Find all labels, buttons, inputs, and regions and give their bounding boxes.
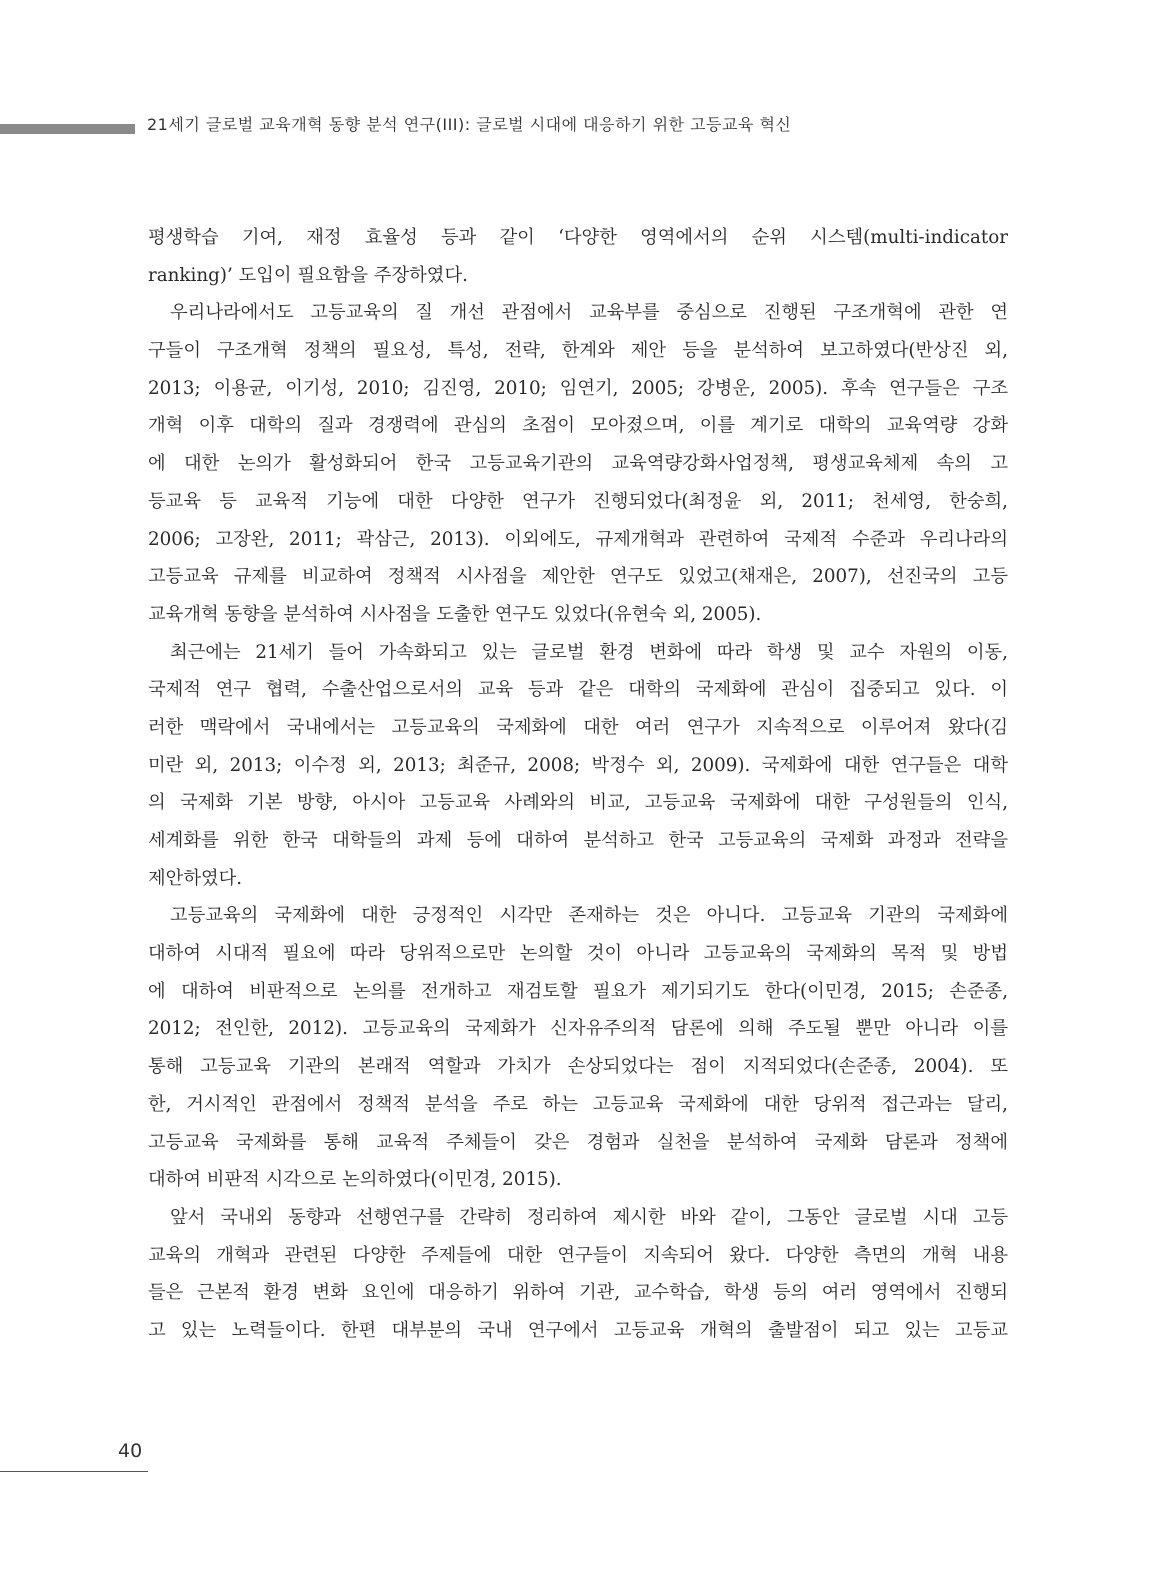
body-text xyxy=(148,219,1008,1350)
text-line: 국제적 연구 협력, 수출산업으로서의 교육 등과 같은 대학의 국제화에 관심이 집중되고 있다. 이 xyxy=(148,679,1008,701)
text-line: 교육의 개혁과 관련된 다양한 주제들에 대한 연구들이 지속되어 왔다. 다양한 측면의 개혁 내용 xyxy=(148,1244,1008,1266)
text-line: 우리나라에서도 고등교육의 질 개선 관점에서 교육부를 중심으로 진행된 구조개혁에 관한 연 xyxy=(170,302,1008,324)
text-line: 에 대한 논의가 활성화되어 한국 고등교육기관의 교육역량강화사업정책, 평생교육체제 속의 고 xyxy=(148,453,1008,475)
text-line: 대하여 시대적 필요에 따라 당위적으로만 논의할 것이 아니라 고등교육의 국제화의 목적 및 방법 xyxy=(148,943,1008,965)
text-line: 고 있는 노력들이다. 한편 대부분의 국내 연구에서 고등교육 개혁의 출발점이 되고 있는 고등교 xyxy=(148,1319,1008,1341)
text-line: 교육개혁 동향을 분석하여 시사점을 도출한 연구도 있었다(유현숙 외, 2005). xyxy=(148,603,762,625)
text-line: 제안하였다. xyxy=(148,867,243,889)
text-line: 들은 근본적 환경 변화 요인에 대응하기 위하여 기관, 교수학습, 학생 등의 여러 영역에서 진행되 xyxy=(148,1282,1008,1304)
text-line: 미란 외, 2013; 이수정 외, 2013; 최준규, 2008; 박정수 외, 2009). 국제화에 대한 연구들은 대학 xyxy=(148,754,1008,776)
text-line: 러한 맥락에서 국내에서는 고등교육의 국제화에 대한 여러 연구가 지속적으로 이루어져 왔다(김 xyxy=(148,716,1008,738)
text-line: 개혁 이후 대학의 질과 경쟁력에 관심의 초점이 모아졌으며, 이를 계기로 대학의 교육역량 강화 xyxy=(148,415,1008,437)
header-rule-bar xyxy=(0,124,135,134)
text-line: 대하여 비판적 시각으로 논의하였다(이민경, 2015). xyxy=(148,1169,562,1191)
text-line: 고등교육 국제화를 통해 교육적 주체들이 갖은 경험과 실천을 분석하여 국제화 담론과 정책에 xyxy=(148,1131,1008,1153)
text-line: 세계화를 위한 한국 대학들의 과제 등에 대하여 분석하고 한국 고등교육의 국제화 과정과 전략을 xyxy=(148,830,1008,851)
text-line: 에 대하여 비판적으로 논의를 전개하고 재검토할 필요가 제기되기도 한다(이민경, 2015; 손준종, xyxy=(148,980,1008,1002)
page-number: 40 xyxy=(118,1440,143,1462)
text-line: 2013; 이용균, 이기성, 2010; 김진영, 2010; 임연기, 2005; 강병운, 2005). 후속 연구들은 구조 xyxy=(148,377,1008,399)
text-line: 의 국제화 기본 방향, 아시아 고등교육 사례와의 비교, 고등교육 국제화에 대한 구성원들의 인식, xyxy=(148,792,1008,814)
text-line: 구들이 구조개혁 정책의 필요성, 특성, 전략, 한계와 제안 등을 분석하여 보고하였다(반상진 외, xyxy=(148,340,1008,362)
text-line: ranking)’ 도입이 필요함을 주장하였다. xyxy=(148,264,468,286)
text-line: 최근에는 21세기 들어 가속화되고 있는 글로벌 환경 변화에 따라 학생 및 교수 자원의 이동, xyxy=(170,641,1008,663)
running-header-title: 21세기 글로벌 교육개혁 동향 분석 연구(III): 글로벌 시대에 대응하기 위한 고등교육 혁신 xyxy=(147,115,792,134)
text-line: 평생학습 기여, 재정 효율성 등과 같이 ‘다양한 영역에서의 순위 시스템(multi-indicator xyxy=(148,227,1008,248)
text-line: 앞서 국내외 동향과 선행연구를 간략히 정리하여 제시한 바와 같이, 그동안 글로벌 시대 고등 xyxy=(170,1206,1008,1228)
text-line: 등교육 등 교육적 기능에 대한 다양한 연구가 진행되었다(최정윤 외, 2011; 천세영, 한숭희, xyxy=(148,490,1008,512)
text-line: 2006; 고장완, 2011; 곽삼근, 2013). 이외에도, 규제개혁과 관련하여 국제적 수준과 우리나라의 xyxy=(148,528,1008,550)
text-line: 2012; 전인한, 2012). 고등교육의 국제화가 신자유주의적 담론에 의해 주도될 뿐만 아니라 이를 xyxy=(148,1018,1008,1040)
text-line: 고등교육 규제를 비교하여 정책적 시사점을 제안한 연구도 있었고(채재은, 2007), 선진국의 고등 xyxy=(148,566,1008,588)
footer-rule xyxy=(0,1471,148,1472)
text-line: 통해 고등교육 기관의 본래적 역할과 가치가 손상되었다는 점이 지적되었다(손준종, 2004). 또 xyxy=(148,1056,1008,1078)
text-line: 고등교육의 국제화에 대한 긍정적인 시각만 존재하는 것은 아니다. 고등교육 기관의 국제화에 xyxy=(170,905,1008,927)
text-line: 한, 거시적인 관점에서 정책적 분석을 주로 하는 고등교육 국제화에 대한 당위적 접근과는 달리, xyxy=(148,1093,1008,1115)
